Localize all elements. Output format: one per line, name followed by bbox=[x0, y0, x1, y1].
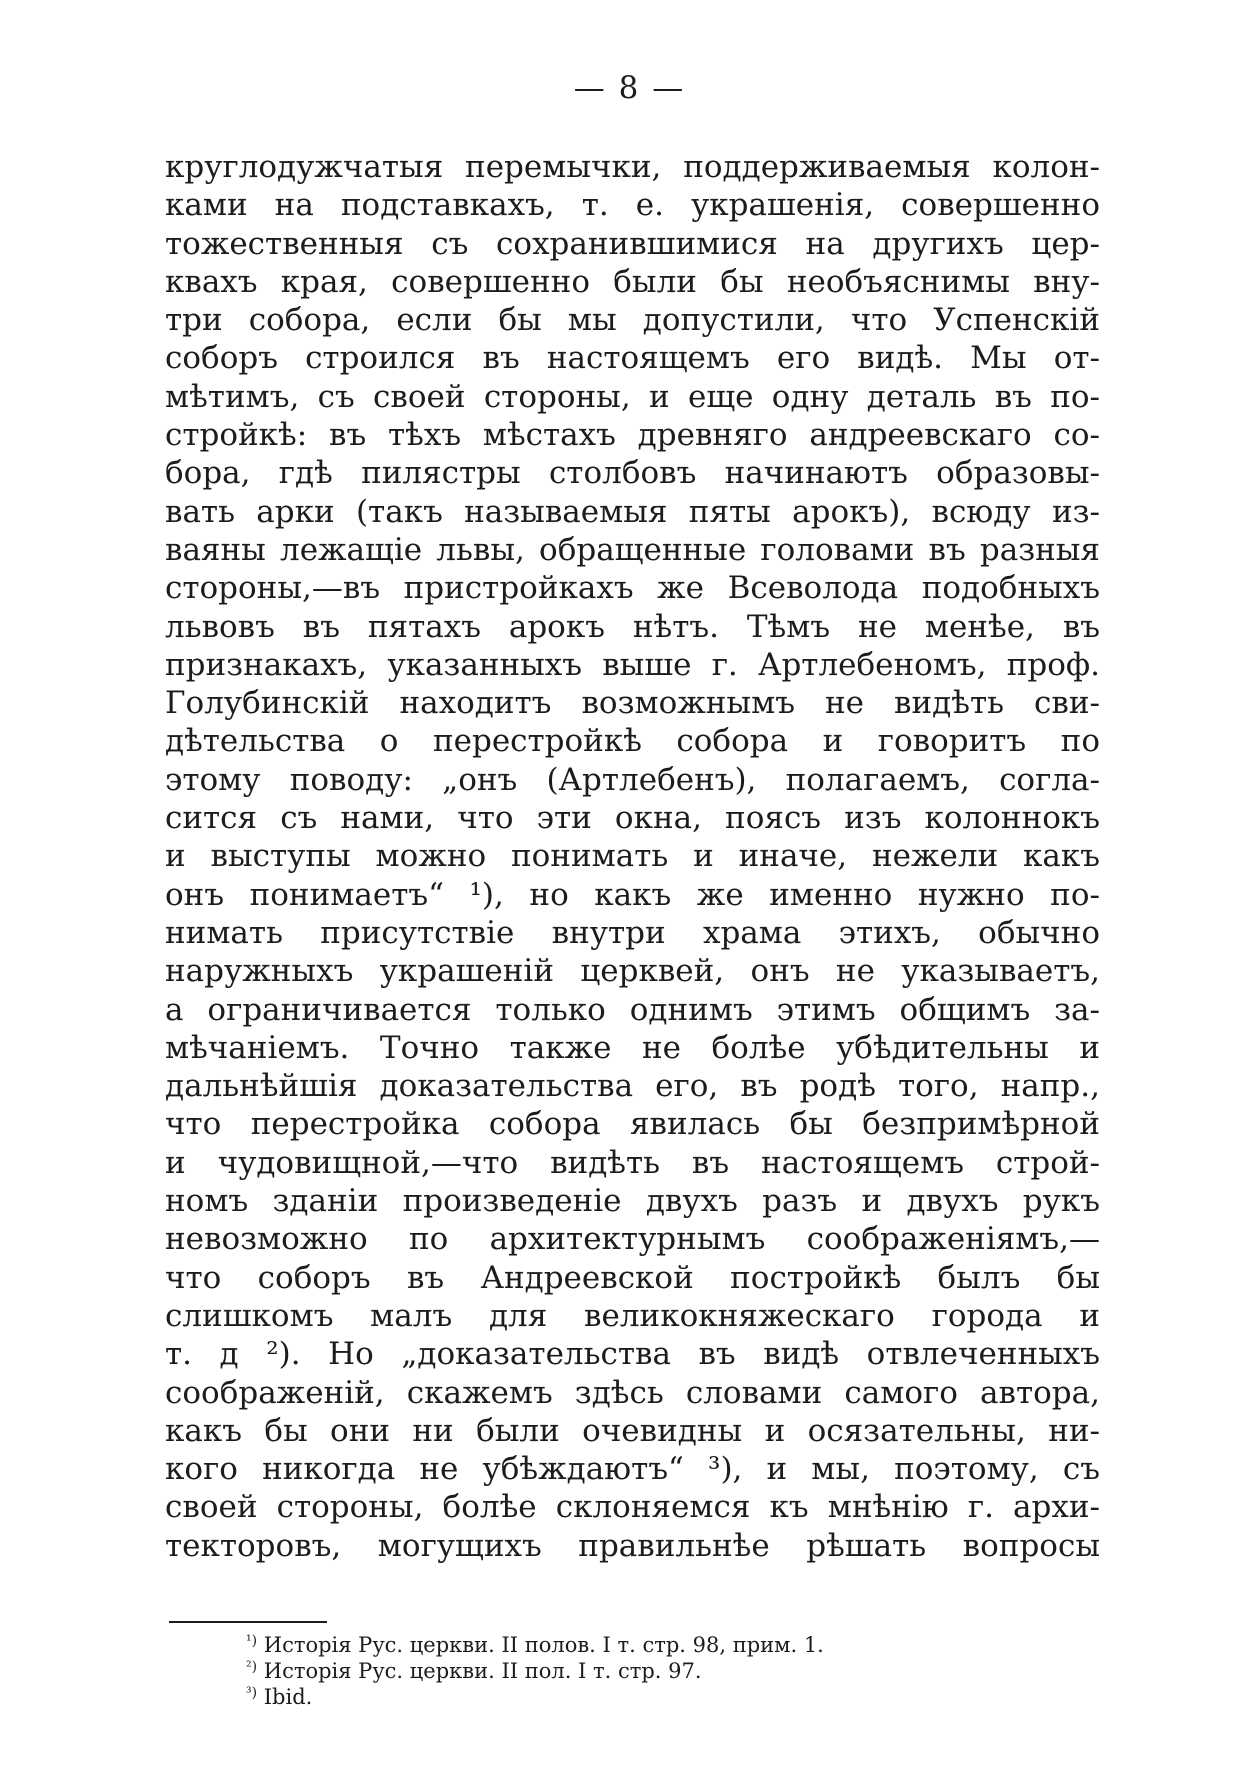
footnote-text: Ibid. bbox=[263, 1685, 313, 1709]
text-line: мѣтимъ, съ своей стороны, и еще одну деталь въ по- bbox=[165, 378, 1100, 415]
text-line: а ограничивается только однимъ этимъ общимъ за- bbox=[165, 991, 1100, 1028]
footnote bbox=[246, 1654, 1006, 1683]
body-text bbox=[165, 148, 1100, 1565]
footnote-mark: ¹) bbox=[246, 1633, 258, 1649]
text-line: тожественныя съ сохранившимися на другихъ цер- bbox=[165, 225, 1100, 262]
text-line: бора, гдѣ пилястры столбовъ начинаютъ образовы- bbox=[165, 455, 1100, 492]
text-line: три собора, если бы мы допустили, что Успенскій bbox=[165, 302, 1100, 339]
text-line: номъ зданіи произведеніе двухъ разъ и двухъ рукъ bbox=[165, 1183, 1100, 1220]
text-line: невозможно по архитектурнымъ соображеніямъ,— bbox=[165, 1221, 1100, 1258]
page-number: — 8 — bbox=[573, 70, 686, 106]
text-line: нимать присутствіе внутри храма этихъ, обычно bbox=[165, 914, 1100, 951]
footnote bbox=[246, 1628, 1006, 1657]
text-line: львовъ въ пятахъ арокъ нѣтъ. Тѣмъ не менѣе, въ bbox=[165, 608, 1100, 645]
text-line: вать арки (такъ называемыя пяты арокъ), всюду из- bbox=[165, 493, 1100, 530]
footnote-divider bbox=[169, 1621, 327, 1623]
footnote-text: Исторія Рус. церкви. II пол. I т. стр. 97. bbox=[263, 1659, 702, 1683]
text-line: дальнѣйшія доказательства его, въ родѣ того, напр., bbox=[165, 1068, 1100, 1105]
text-line: кого никогда не убѣждаютъ“ ³), и мы, поэтому, съ bbox=[165, 1451, 1100, 1488]
text-line: онъ понимаетъ“ ¹), но какъ же именно нужно по- bbox=[165, 876, 1100, 913]
text-line: что перестройка собора явилась бы безпримѣрной bbox=[165, 1106, 1100, 1143]
text-line: соображеній, скажемъ здѣсь словами самого автора, bbox=[165, 1374, 1100, 1411]
text-line: наружныхъ украшеній церквей, онъ не указываетъ, bbox=[165, 953, 1100, 990]
text-line: ваяны лежащіе львы, обращенные головами въ разныя bbox=[165, 531, 1100, 568]
text-line: текторовъ, могущихъ правильнѣе рѣшать вопросы bbox=[165, 1527, 1100, 1564]
text-line: мѣчаніемъ. Точно также не болѣе убѣдительны и bbox=[165, 1029, 1100, 1066]
footnote-mark: ²) bbox=[246, 1659, 258, 1675]
footnote bbox=[246, 1680, 1006, 1709]
text-line: стройкѣ: въ тѣхъ мѣстахъ древняго андреевскаго со- bbox=[165, 417, 1100, 454]
footnotes bbox=[246, 1628, 1006, 1709]
footnote-text: Исторія Рус. церкви. II полов. I т. стр. 98, прим. 1. bbox=[263, 1633, 824, 1657]
text-line: дѣтельства о перестройкѣ собора и говоритъ по bbox=[165, 723, 1100, 760]
text-line: т. д ²). Но „доказательства въ видѣ отвлеченныхъ bbox=[165, 1336, 1100, 1373]
text-line: слишкомъ малъ для великокняжескаго города и bbox=[165, 1297, 1100, 1334]
text-line: признакахъ, указанныхъ выше г. Артлебеномъ, проф. bbox=[165, 646, 1100, 683]
text-line: соборъ строился въ настоящемъ его видѣ. Мы от- bbox=[165, 340, 1100, 377]
text-line: круглодужчатыя перемычки, поддерживаемыя колон- bbox=[165, 149, 1100, 185]
text-line: своей стороны, болѣе склоняемся къ мнѣнію г. архи- bbox=[165, 1489, 1100, 1526]
text-line: что соборъ въ Андреевской постройкѣ былъ бы bbox=[165, 1259, 1100, 1296]
footnote-mark: ³) bbox=[246, 1685, 258, 1701]
text-line: и выступы можно понимать и иначе, нежели какъ bbox=[165, 838, 1100, 875]
text-line: какъ бы они ни были очевидны и осязательны, ни- bbox=[165, 1412, 1100, 1449]
text-line: квахъ края, совершенно были бы необъяснимы вну- bbox=[165, 263, 1100, 300]
text-line: стороны,—въ пристройкахъ же Всеволода подобныхъ bbox=[165, 570, 1100, 607]
text-line: и чудовищной,—что видѣть въ настоящемъ строй- bbox=[165, 1144, 1100, 1181]
text-line: сится съ нами, что эти окна, поясъ изъ колоннокъ bbox=[165, 800, 1100, 837]
text-line: ками на подставкахъ, т. е. украшенія, совершенно bbox=[165, 187, 1100, 224]
text-line: этому поводу: „онъ (Артлебенъ), полагаемъ, согла- bbox=[165, 761, 1100, 798]
text-line: Голубинскій находитъ возможнымъ не видѣть сви- bbox=[165, 685, 1100, 722]
